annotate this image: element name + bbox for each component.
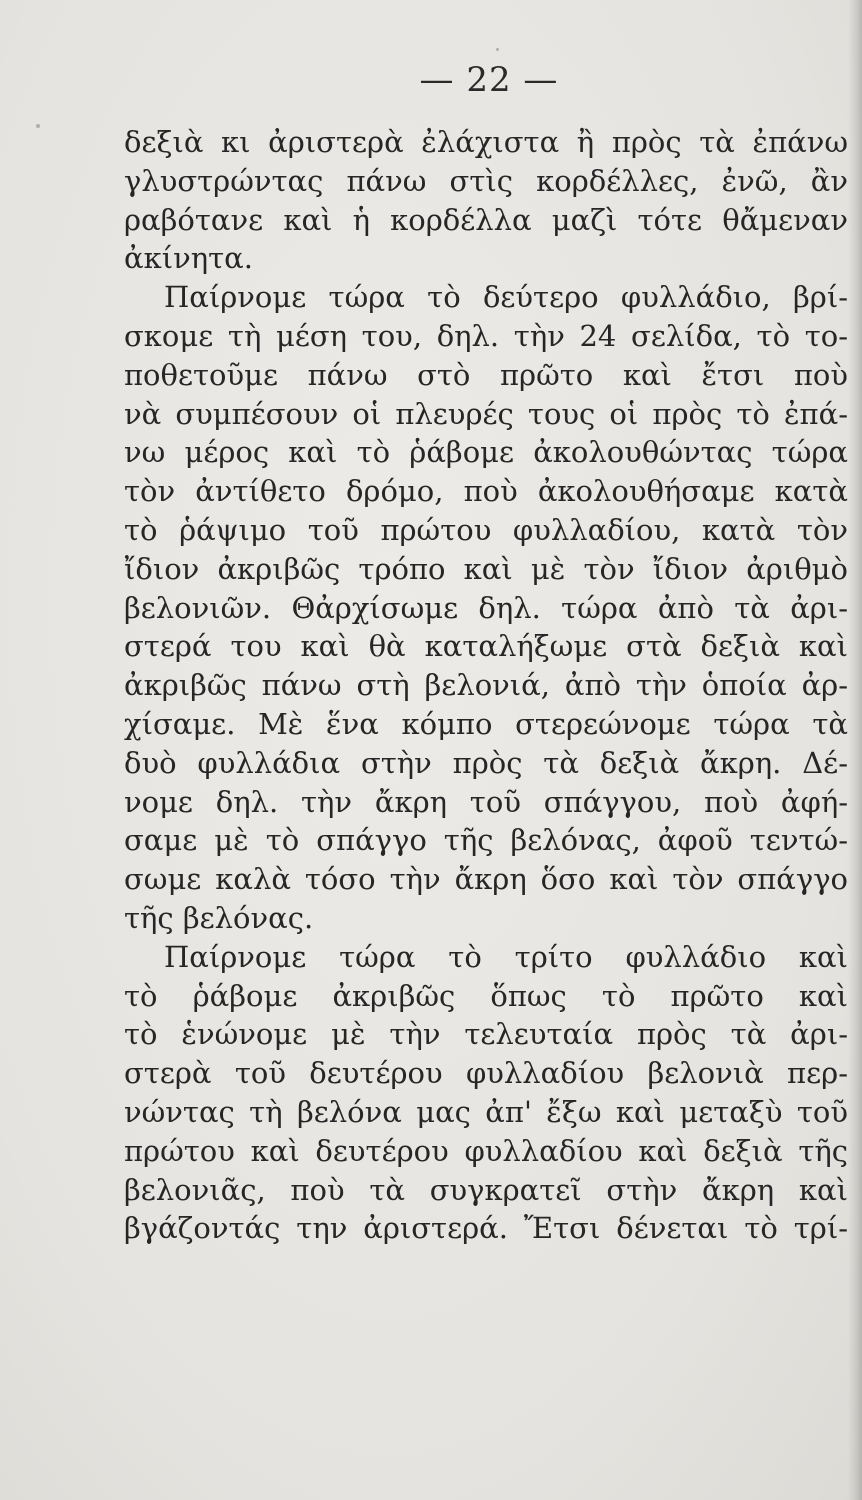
text-line: Παίρνομε τώρα τὸ τρίτο φυλλάδιο καὶ <box>164 939 848 974</box>
text-line: στερὰ τοῦ δευτέρου φυλλαδίου βελονιὰ περ- <box>124 1056 848 1091</box>
text-line: ἀκριβῶς πάνω στὴ βελονιά, ἀπὸ τὴν ὁποία ἀρ- <box>124 668 848 703</box>
text-line: ἀκίνητα. <box>124 241 253 276</box>
text-line: Παίρνομε τώρα τὸ δεύτερο φυλλάδιο, βρί- <box>164 280 848 315</box>
text-line: τὸ ῥάβομε ἀκριβῶς ὅπως τὸ πρῶτο καὶ <box>124 978 848 1013</box>
text-line: νω μέρος καὶ τὸ ῥάβομε ἀκολουθώντας τώρα <box>124 435 848 470</box>
text-line: ποθετοῦμε πάνω στὸ πρῶτο καὶ ἔτσι ποὺ <box>124 357 848 392</box>
body-text <box>124 123 848 1248</box>
text-line: νομε δηλ. τὴν ἄκρη τοῦ σπάγγου, ποὺ ἀφή- <box>124 784 848 819</box>
text-line: χίσαμε. Μὲ ἕνα κόμπο στερεώνομε τώρα τὰ <box>124 706 848 741</box>
text-line: βελονιῶν. Θἀρχίσωμε δηλ. τώρα ἀπὸ τὰ ἀρι- <box>124 590 848 625</box>
text-line: ἴδιον ἀκριβῶς τρόπο καὶ μὲ τὸν ἴδιον ἀριθμὸ <box>124 551 848 586</box>
text-line: σκομε τὴ μέση του, δηλ. τὴν 24 σελίδα, τὸ το- <box>124 318 848 353</box>
text-line: τῆς βελόνας. <box>124 900 314 935</box>
text-line: σωμε καλὰ τόσο τὴν ἄκρη ὅσο καὶ τὸν σπάγγο <box>124 862 848 897</box>
text-line: δεξιὰ κι ἀριστερὰ ἐλάχιστα ἢ πρὸς τὰ ἐπάνω <box>124 125 848 159</box>
text-line: δυὸ φυλλάδια στὴν πρὸς τὰ δεξιὰ ἄκρη. Δέ- <box>124 745 848 780</box>
text-line: τὸ ῥάψιμο τοῦ πρώτου φυλλαδίου, κατὰ τὸν <box>124 512 848 547</box>
text-line: πρώτου καὶ δευτέρου φυλλαδίου καὶ δεξιὰ τῆς <box>124 1133 848 1168</box>
text-line: στερά του καὶ θὰ καταλήξωμε στὰ δεξιὰ καὶ <box>124 629 848 664</box>
text-line: νὰ συμπέσουν οἱ πλευρές τους οἱ πρὸς τὸ ἐπά- <box>124 396 848 431</box>
text-line: τὸν ἀντίθετο δρόμο, ποὺ ἀκολουθήσαμε κατὰ <box>124 474 848 509</box>
text-line: τὸ ἑνώνομε μὲ τὴν τελευταία πρὸς τὰ ἀρι- <box>124 1017 848 1052</box>
text-line: ραβότανε καὶ ἡ κορδέλλα μαζὶ τότε θἄμεναν <box>124 202 848 237</box>
text-line: σαμε μὲ τὸ σπάγγο τῆς βελόνας, ἀφοῦ τεντώ- <box>124 823 848 858</box>
text-line: βελονιᾶς, ποὺ τὰ συγκρατεῖ στὴν ἄκρη καὶ <box>124 1172 848 1207</box>
text-line: βγάζοντάς την ἀριστερά. Ἔτσι δένεται τὸ τρί- <box>124 1211 848 1246</box>
page-number: — 22 — <box>419 60 559 100</box>
page-edge-shadow <box>848 0 862 1500</box>
text-line: νώντας τὴ βελόνα μας ἀπ' ἔξω καὶ μεταξὺ τοῦ <box>124 1094 848 1129</box>
text-line: γλυστρώντας πάνω στὶς κορδέλλες, ἐνῶ, ἂν <box>124 163 848 198</box>
print-speck <box>496 48 499 51</box>
print-speck <box>36 124 40 128</box>
